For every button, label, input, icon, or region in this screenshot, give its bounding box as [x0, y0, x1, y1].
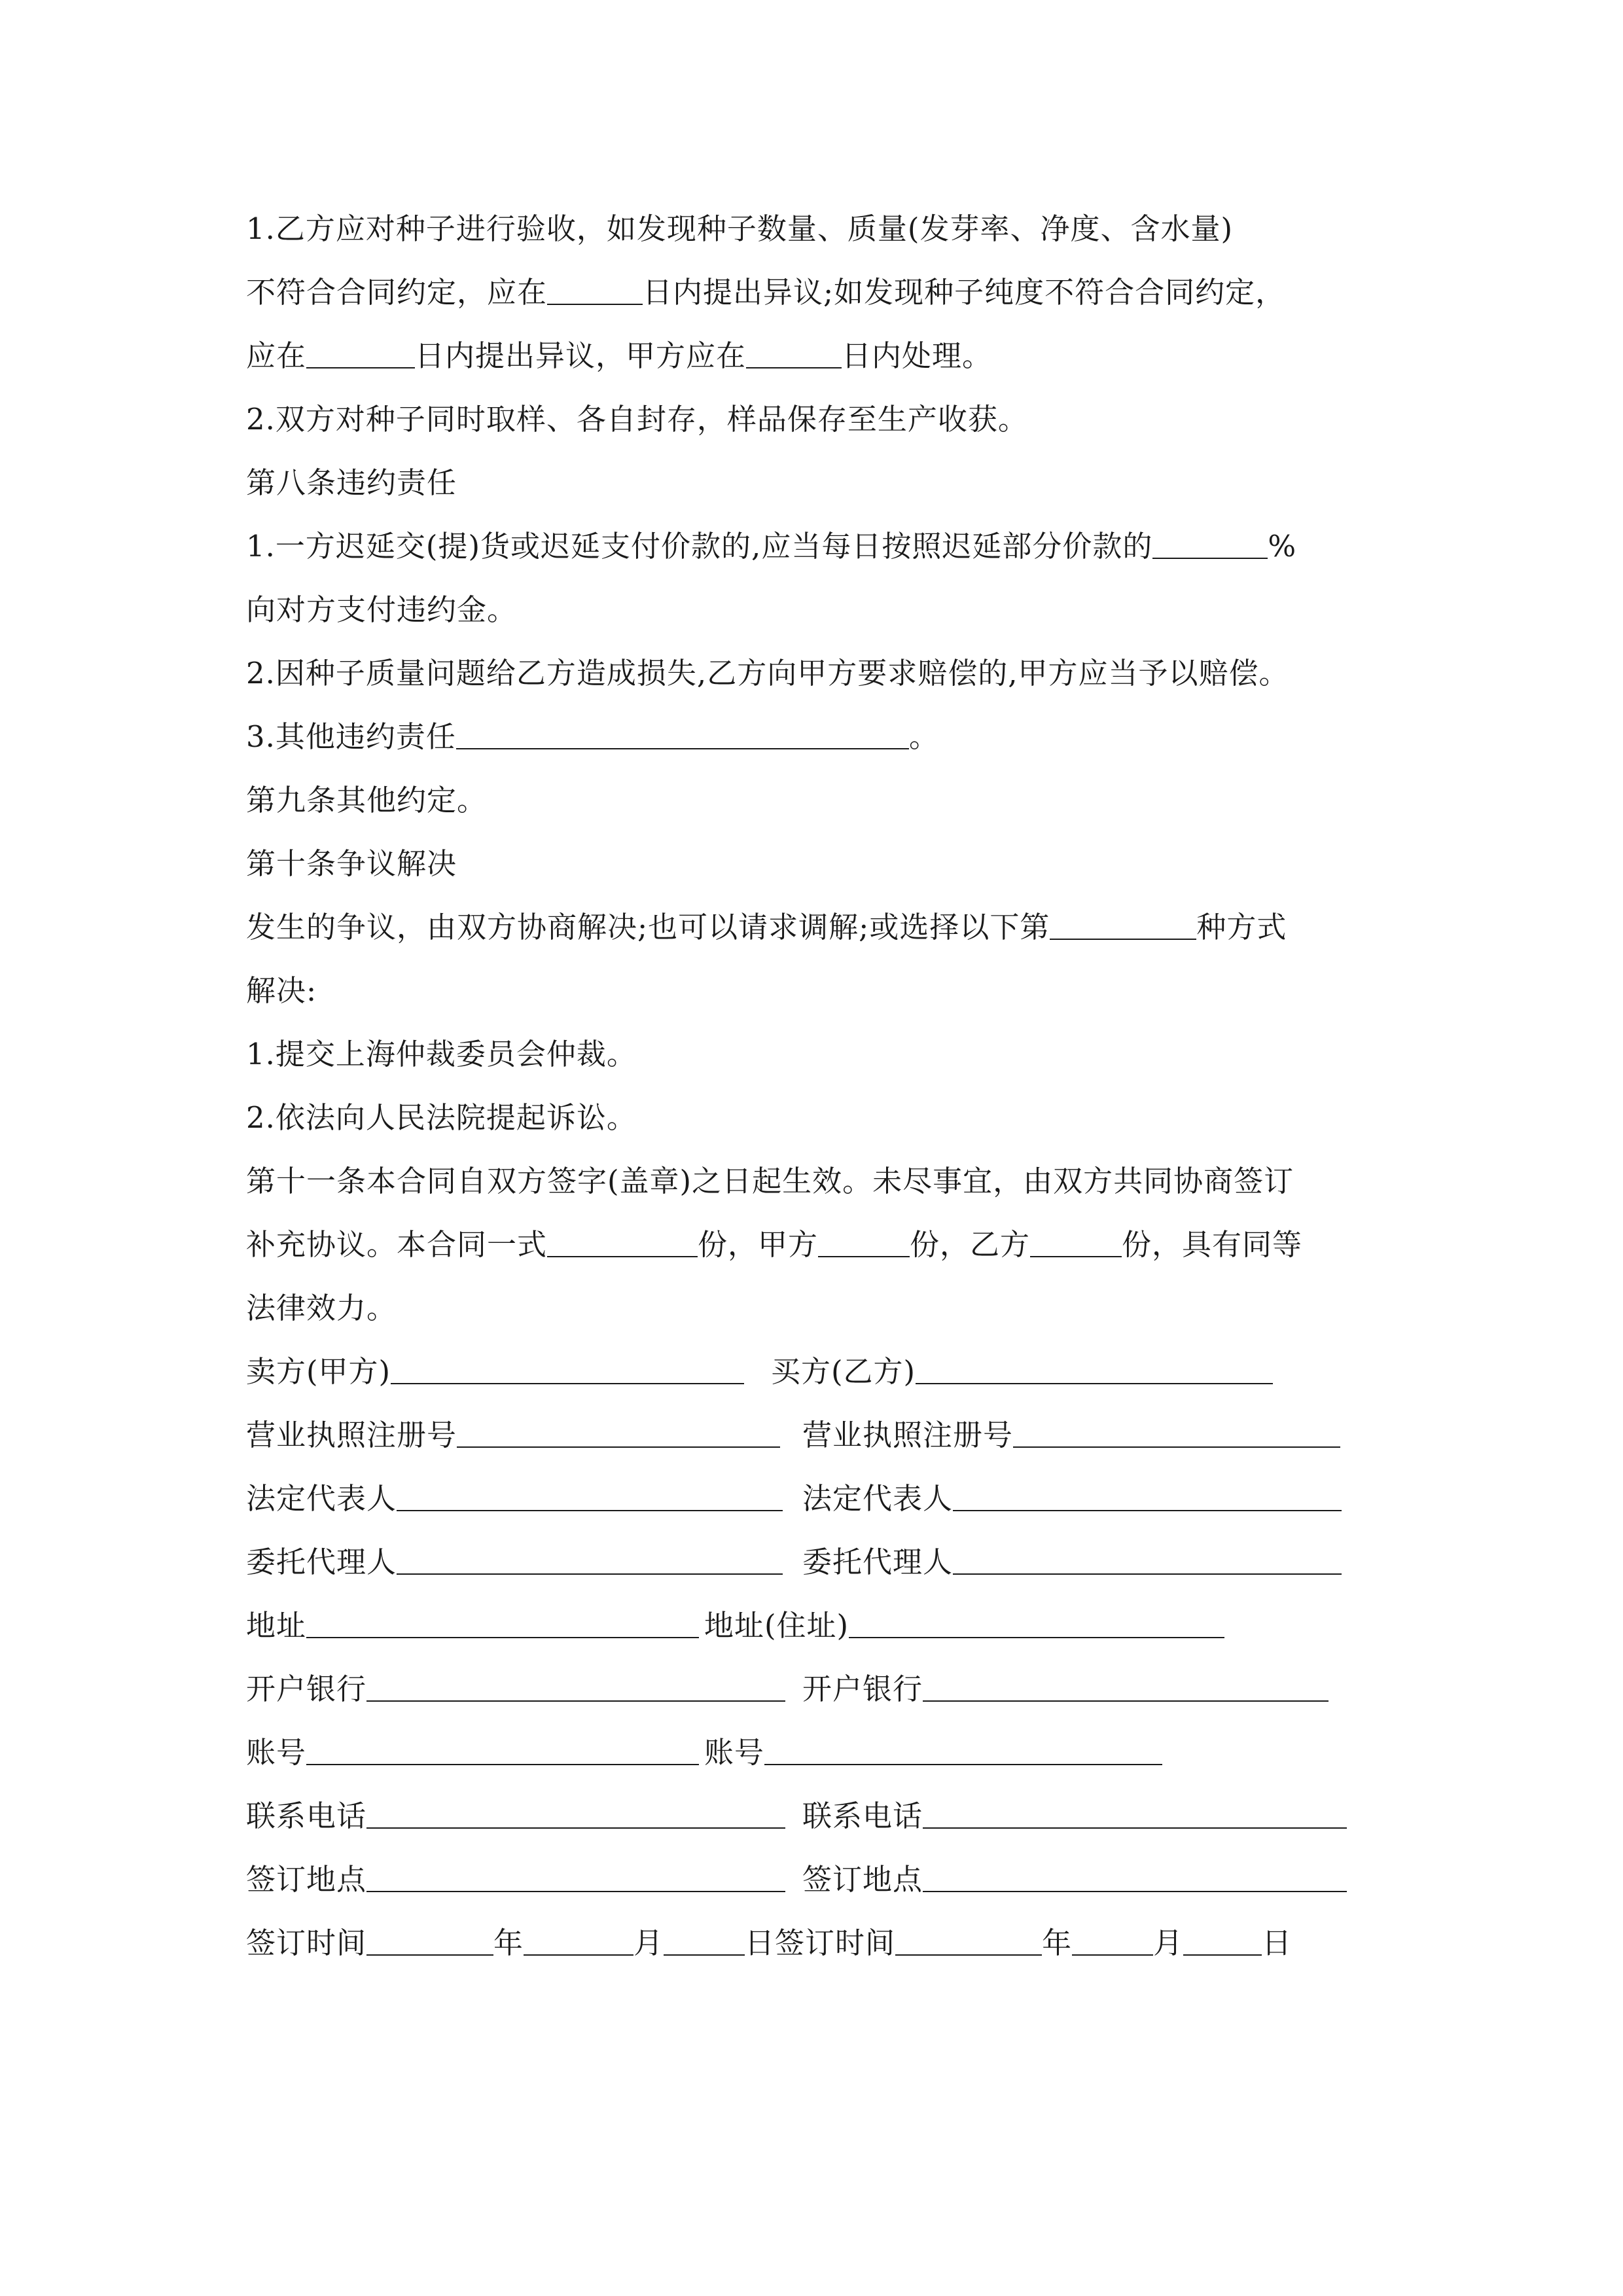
clause-text: 3.其他违约责任: [246, 719, 456, 754]
article-10-option-2: [246, 1092, 637, 1144]
day-label: 日: [1262, 1926, 1293, 1960]
clause-text: 向对方支付违约金。: [246, 592, 518, 627]
clause-1-line-1: [246, 203, 1233, 255]
clause-text: 1.一方迟延交(提)货或迟延支付价款的,应当每日按照迟延部分价款的: [246, 529, 1153, 564]
clause-2: [246, 393, 1028, 446]
field-label: 签订地点: [802, 1862, 923, 1897]
article-10-line-1: [246, 901, 1287, 954]
blank-bank-right: [923, 1669, 1329, 1702]
article-10-line-2: [246, 965, 317, 1017]
field-label: 营业执照注册号: [802, 1418, 1014, 1452]
article-8-item-1-line-2: [246, 584, 517, 636]
blank-seller: [391, 1352, 744, 1384]
field-label: 买方(乙方): [771, 1354, 916, 1389]
field-label: 开户银行: [246, 1672, 367, 1706]
article-10-heading: [246, 838, 457, 890]
blank-days-handle: [746, 336, 842, 368]
field-label: 地址(住址): [704, 1608, 849, 1643]
field-label: 营业执照注册号: [246, 1418, 457, 1452]
month-label: 月: [1153, 1926, 1184, 1960]
clause-text: 1.提交上海仲裁委员会仲裁。: [246, 1037, 637, 1071]
field-label: 签订时间: [246, 1926, 367, 1960]
clause-text: 份，甲方: [698, 1227, 819, 1262]
blank-license-left: [457, 1415, 780, 1448]
blank-bank-left: [366, 1669, 785, 1702]
clause-text: 日内提出异议，甲方应在: [415, 338, 747, 373]
day-time-label: 日签订时间: [745, 1926, 896, 1960]
month-label: 月: [633, 1926, 664, 1960]
clause-text: 日内提出异议;如发现种子纯度不符合合同约定，: [643, 275, 1286, 310]
field-label: 委托代理人: [246, 1545, 397, 1579]
blank-account-left: [306, 1732, 699, 1765]
account-right-field: [704, 1727, 1162, 1779]
field-label: 法定代表人: [802, 1481, 954, 1516]
clause-text: 解决:: [246, 973, 317, 1008]
article-11-line-1: [246, 1155, 1294, 1208]
field-label: 法定代表人: [246, 1481, 397, 1516]
field-label: 地址: [246, 1608, 307, 1643]
blank-buyer: [916, 1352, 1273, 1384]
blank-rep-right: [953, 1479, 1342, 1511]
address-left-field: [246, 1600, 699, 1652]
agent-left-field: [246, 1536, 783, 1588]
article-8-item-1-line-1: [246, 520, 1296, 573]
article-9-heading: [246, 774, 487, 827]
blank-account-right: [764, 1732, 1162, 1765]
blank-dispute-method: [1050, 907, 1196, 940]
clause-text: 发生的争议，由双方协商解决;也可以请求调解;或选择以下第: [246, 910, 1050, 944]
blank-agent-left: [397, 1542, 783, 1575]
blank-penalty-percent: [1152, 526, 1268, 559]
blank-month-left: [524, 1923, 633, 1956]
clause-text: 2.因种子质量问题给乙方造成损失,乙方向甲方要求赔偿的,甲方应当予以赔偿。: [246, 656, 1289, 691]
clause-text: 补充协议。本合同一式: [246, 1227, 548, 1262]
clause-text: 2.双方对种子同时取样、各自封存，样品保存至生产收获。: [246, 402, 1028, 437]
field-label: 账号: [704, 1735, 765, 1770]
clause-text: 份，乙方: [910, 1227, 1031, 1262]
bank-left-field: [246, 1663, 785, 1715]
blank-month-right: [1072, 1923, 1153, 1956]
clause-text: 1.乙方应对种子进行验收，如发现种子数量、质量(发芽率、净度、含水量): [246, 211, 1234, 246]
phone-left-field: [246, 1790, 785, 1842]
field-label: 委托代理人: [802, 1545, 954, 1579]
field-label: 签订地点: [246, 1862, 367, 1897]
blank-place-right: [923, 1859, 1347, 1892]
blank-agent-right: [953, 1542, 1342, 1575]
blank-day-right: [1183, 1923, 1262, 1956]
heading-text: 第八条违约责任: [246, 465, 457, 500]
field-label: 开户银行: [802, 1672, 923, 1706]
heading-text: 第九条其他约定。: [246, 783, 488, 817]
field-label: 账号: [246, 1735, 307, 1770]
blank-other-liability: [456, 717, 909, 749]
blank-address-right: [849, 1605, 1224, 1638]
license-left-field: [246, 1409, 780, 1462]
license-right-field: [802, 1409, 1340, 1462]
blank-year-left: [366, 1923, 493, 1956]
blank-address-left: [306, 1605, 699, 1638]
article-11-line-3: [246, 1282, 397, 1335]
place-right-field: [802, 1854, 1347, 1906]
blank-phone-right: [923, 1796, 1347, 1829]
blank-days-quantity: [547, 272, 643, 305]
blank-copies-party-b: [1030, 1225, 1122, 1257]
account-left-field: [246, 1727, 699, 1779]
blank-phone-left: [366, 1796, 785, 1829]
clause-text: 日内处理。: [842, 338, 993, 373]
blank-license-right: [1013, 1415, 1340, 1448]
rep-left-field: [246, 1473, 783, 1525]
clause-text: 应在: [246, 338, 307, 373]
blank-day-left: [664, 1923, 745, 1956]
article-10-option-1: [246, 1028, 637, 1081]
year-label: 年: [1042, 1926, 1073, 1960]
heading-text: 第十条争议解决: [246, 846, 457, 881]
bank-right-field: [802, 1663, 1329, 1715]
agent-right-field: [802, 1536, 1342, 1588]
article-8-item-3: [246, 711, 939, 763]
field-label: 卖方(甲方): [246, 1354, 391, 1389]
address-right-field: [704, 1600, 1224, 1652]
rep-right-field: [802, 1473, 1342, 1525]
signing-time-row: [246, 1917, 1292, 1969]
blank-copies-party-a: [818, 1225, 910, 1257]
field-label: 联系电话: [802, 1799, 923, 1833]
year-label: 年: [493, 1926, 524, 1960]
clause-text: 份，具有同等: [1122, 1227, 1303, 1262]
blank-days-purity: [306, 336, 415, 368]
blank-rep-left: [397, 1479, 783, 1511]
phone-right-field: [802, 1790, 1347, 1842]
article-8-heading: [246, 457, 457, 509]
place-left-field: [246, 1854, 785, 1906]
article-11-line-2: [246, 1219, 1302, 1271]
buyer-field: [771, 1346, 1273, 1398]
clause-1-line-3: [246, 330, 992, 382]
clause-1-line-2: [246, 266, 1285, 319]
article-8-item-2: [246, 647, 1289, 700]
clause-text: 2.依法向人民法院提起诉讼。: [246, 1100, 637, 1135]
clause-text: 。: [908, 719, 939, 754]
percent-sign: %: [1268, 529, 1297, 564]
blank-copies-total: [547, 1225, 698, 1257]
field-label: 联系电话: [246, 1799, 367, 1833]
clause-text: 第十一条本合同自双方签字(盖章)之日起生效。未尽事宜，由双方共同协商签订: [246, 1164, 1294, 1198]
seller-field: [246, 1346, 744, 1398]
clause-text: 不符合合同约定，应在: [246, 275, 548, 310]
blank-year-right: [895, 1923, 1042, 1956]
blank-place-left: [366, 1859, 785, 1892]
clause-text: 种方式: [1196, 910, 1287, 944]
clause-text: 法律效力。: [246, 1291, 397, 1325]
